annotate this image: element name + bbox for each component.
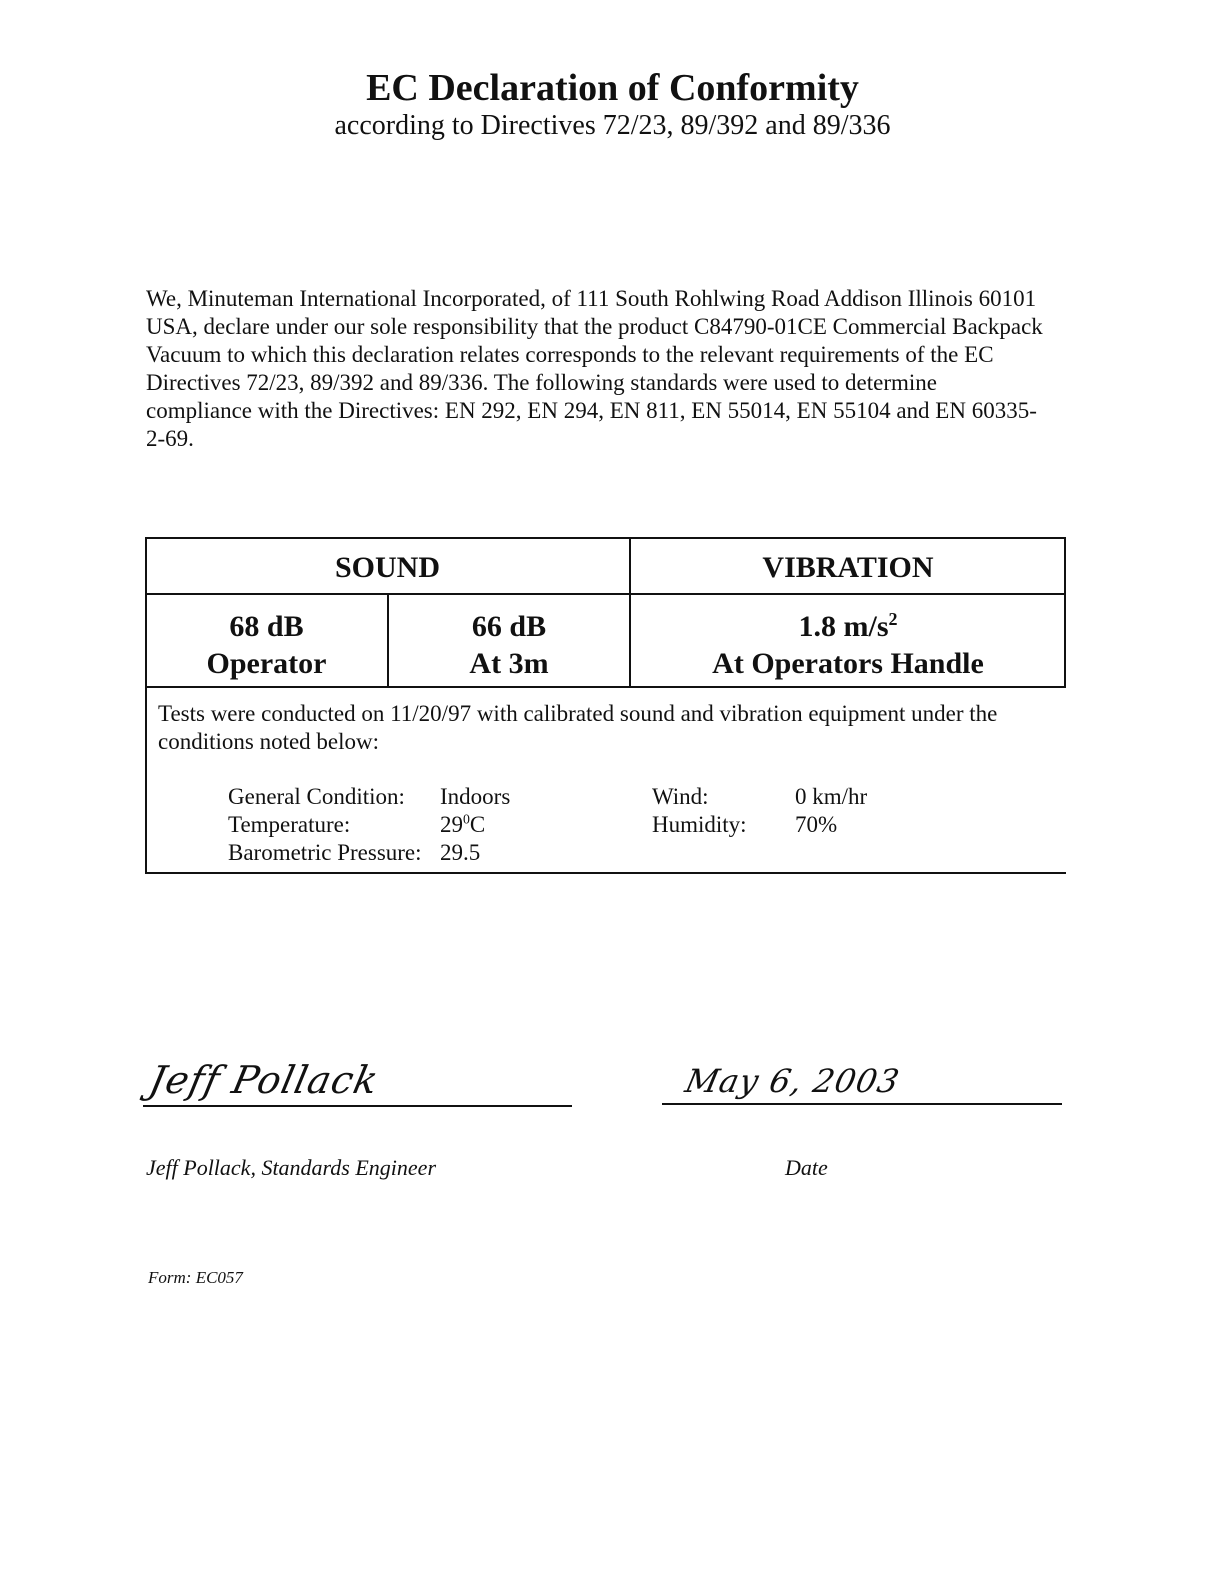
- declaration-line: 2-69.: [146, 426, 194, 451]
- general-condition-label: General Condition:: [228, 784, 405, 809]
- test-notes-line: conditions noted below:: [158, 729, 380, 754]
- table-divider: [145, 593, 1066, 595]
- declaration-paragraph: [146, 285, 1076, 453]
- declaration-line: compliance with the Directives: EN 292, EN 294, EN 811, EN 55014, EN 55104 and EN 60335-: [146, 398, 1037, 423]
- signature-line: [143, 1105, 572, 1107]
- sound-operator-cell: [145, 608, 388, 682]
- declaration-line: We, Minuteman International Incorporated, of 111 South Rohlwing Road Addison Illinois 60101: [146, 286, 1037, 311]
- signer-name-title: Jeff Pollack, Standards Engineer: [146, 1155, 437, 1180]
- sound-3m-cell: [388, 608, 630, 682]
- table-divider: [145, 686, 1066, 688]
- vibration-header: VIBRATION: [762, 551, 934, 584]
- pressure-label: Barometric Pressure:: [228, 840, 422, 865]
- table-border-left: [145, 537, 147, 873]
- sound-operator-label: Operator: [206, 647, 327, 680]
- table-border-top: [145, 537, 1066, 539]
- sound-3m-value: 66 dB: [471, 610, 547, 643]
- declaration-line: Vacuum to which this declaration relates corresponds to the relevant requirements of the EC: [146, 342, 994, 367]
- wind-value: 0 km/hr: [795, 784, 868, 809]
- declaration-line: USA, declare under our sole responsibility that the product C84790-01CE Commercial Backpack: [146, 314, 1043, 339]
- sound-header: SOUND: [334, 551, 440, 584]
- vibration-exponent: 2: [888, 609, 898, 629]
- temperature-label: Temperature:: [228, 812, 351, 837]
- handwritten-signature: Jeff Pollack: [145, 1058, 383, 1102]
- handwritten-date: May 6, 2003: [681, 1062, 904, 1100]
- test-results-table: [145, 537, 1066, 873]
- date-label: Date: [785, 1155, 828, 1180]
- wind-label: Wind:: [652, 784, 709, 809]
- document-subtitle: according to Directives 72/23, 89/392 and 89/336: [334, 110, 891, 141]
- declaration-line: Directives 72/23, 89/392 and 89/336. The following standards were used to determine: [146, 370, 937, 395]
- date-line: [662, 1103, 1062, 1105]
- table-border-bottom: [145, 872, 1066, 874]
- document-title: EC Declaration of Conformity: [366, 67, 859, 109]
- form-number: Form: EC057: [148, 1268, 243, 1287]
- general-condition-value: Indoors: [440, 784, 511, 809]
- sound-3m-label: At 3m: [469, 647, 549, 680]
- test-notes-line: Tests were conducted on 11/20/97 with calibrated sound and vibration equipment under the: [158, 701, 998, 726]
- pressure-value: 29.5: [440, 840, 481, 865]
- sound-operator-value: 68 dB: [229, 610, 304, 643]
- vibration-label: At Operators Handle: [712, 647, 984, 680]
- vibration-cell: [630, 608, 1066, 682]
- humidity-value: 70%: [795, 812, 838, 837]
- humidity-label: Humidity:: [652, 812, 747, 837]
- temperature-value: $29^0C$: [440, 811, 486, 837]
- vibration-value: 1.8 m/s: [798, 610, 889, 643]
